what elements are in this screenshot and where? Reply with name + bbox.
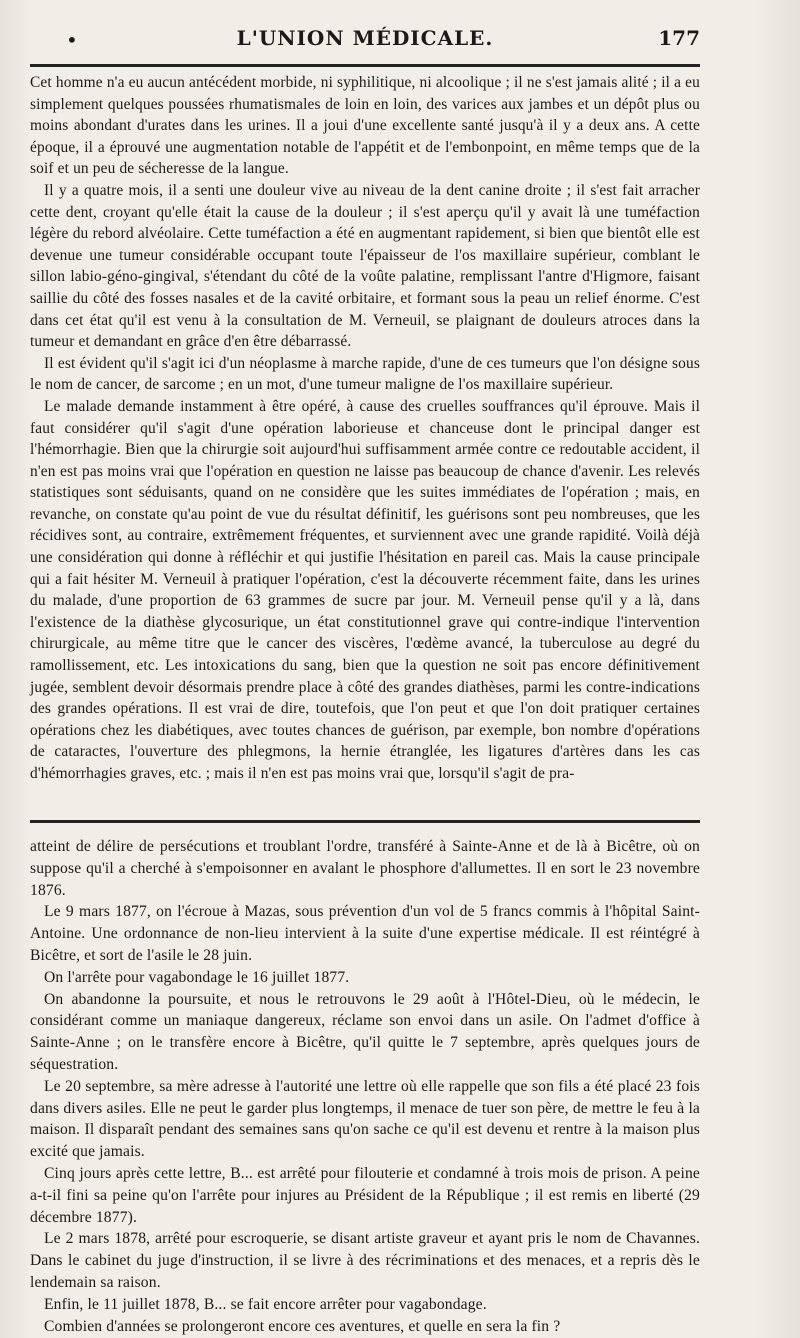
paragraph: Il est évident qu'il s'agit ici d'un néoplasme à marche rapide, d'une de ces tumeurs que l'on désigne sous le nom de cancer, de sarcome ; en un mot, d'une tumeur maligne de l'os maxillaire supérieur. [30, 354, 700, 394]
page-number: 177 [658, 26, 700, 50]
paragraph: Le 9 mars 1877, on l'écroue à Mazas, sous prévention d'un vol de 5 francs commis à l'hôpital Saint-Antoine. Une ordonnance de non-lieu intervient à la suite d'une expertise médicale. Il est réintégré à Bicêtre, et sort de l'asile le 28 juin. [30, 903, 700, 964]
paragraph: On abandonne la poursuite, et nous le retrouvons le 29 août à l'Hôtel-Dieu, où le médecin, le considérant comme un maniaque dangereux, réclame son envoi dans un asile. On l'admet d'office à Sainte-Anne ; on le transfère encore à Bicêtre, qu'il quitte le 7 septembre, après quelques jours de séquestration. [30, 990, 700, 1073]
paragraph: atteint de délire de persécutions et troublant l'ordre, transféré à Sainte-Anne et de là à Bicêtre, où on suppose qu'il a cherché à s'empoisonner en avalant le phosphore d'allumettes. Il en sort le 23 novembre 1876. [30, 838, 700, 899]
paragraph: Il y a quatre mois, il a senti une douleur vive au niveau de la dent canine droite ; il s'est fait arracher cette dent, croyant qu'elle était la cause de la douleur ; il s'est aperçu qu'il y avait là une tuméfaction légère du rebord alvéolaire. Cette tuméfaction a été en augmentant rapidement, si bien que bientôt elle est devenue une tumeur considérable occupant toute l'épaisseur de l'os maxillaire supérieur, comblant le sillon labio-géno-gingival, s'étendant du côté de la voûte palatine, remplissant l'antre d'Higmore, faisant saillie du côté des fosses nasales et de la cavité orbitaire, et formant sous la peau un relief énorme. C'est dans cet état qu'il est venu à la consultation de M. Verneuil, se plaignant de douleurs atroces dans la tumeur et demandant en grâce d'en être débarrassé. [30, 181, 700, 351]
header-rule [30, 64, 700, 67]
section-rule [30, 820, 700, 823]
paragraph: Le malade demande instamment à être opéré, à cause des cruelles souffrances qu'il éprouve. Mais il faut considérer qu'il s'agit d'une opération laborieuse et chanceuse dont le principal danger est l'hémorrhagie. Bien que la chirurgie soit aujourd'hui suffisamment armée contre ce redoutable accident, il n'en est pas moins vrai que l'opération en question ne laisse pas beaucoup de chance d'avenir. Les relevés statistiques sont séduisants, quand on ne considère que les suites immédiates de l'opération ; mais, en revanche, on constate qu'au point de vue du résultat définitif, les guérisons sont peu nombreuses, que les récidives sont, au contraire, extrêmement fréquentes, et surviennent avec une grande rapidité. Voilà déjà une considération qui donne à réfléchir et qui justifie l'hésitation en pareil cas. Mais la cause principale qui a fait hésiter M. Verneuil à pratiquer l'opération, c'est la découverte récemment faite, dans les urines du malade, d'une proportion de 63 grammes de sucre par jour. M. Verneuil pense qu'il y a là, dans l'existence de la diathèse glycosurique, un état constitutionnel grave qui contre-indique l'intervention chirurgicale, au même titre que le cancer des viscères, l'œdème avancé, la tuberculose au degré du ramollissement, etc. Les intoxications du sang, bien que la question ne soit pas encore définitivement jugée, semblent devoir désormais prendre place à côté des grandes diathèses, parmi les contre-indications des grandes opérations. Il est vrai de dire, toutefois, que l'on peut et que l'on doit pratiquer certaines opérations chez les diabétiques, avec toutes chances de guérison, par exemple, bon nombre d'opérations de cataractes, l'ouverture des phlegmons, la hernie étranglée, les ligatures d'artères dans les cas d'hémorrhagies graves, etc. ; mais il n'en est pas moins vrai que, lorsqu'il s'agit de pra- [30, 397, 700, 782]
paragraph: Enfin, le 11 juillet 1878, B... se fait encore arrêter pour vagabondage. [44, 1295, 487, 1313]
paragraph: Cinq jours après cette lettre, B... est arrêté pour filouterie et condamné à trois mois de prison. A peine a-t-il fini sa peine qu'on l'arrête pour injures au Président de la République ; il est remis en liberté (29 décembre 1877). [30, 1164, 700, 1226]
paragraph: Le 2 mars 1878, arrêté pour escroquerie, se disant artiste graveur et ayant pris le nom de Chavannes. Dans le cabinet du juge d'instruction, il se livre à des récriminations et des menaces, et a repris dès le lendemain sa raison. [30, 1230, 700, 1291]
running-header [30, 22, 700, 52]
header-dot: • [66, 28, 78, 52]
paragraph: On l'arrête pour vagabondage le 16 juillet 1877. [44, 968, 350, 986]
paragraph: Cet homme n'a eu aucun antécédent morbide, ni syphilitique, ni alcoolique ; il ne s'est jamais alité ; il a eu simplement quelques poussées rhumatismales de loin en loin, des varices aux jambes et un dépôt plus ou moins abondant d'urates dans les urines. Il a joui d'une excellente santé jusqu'à il y a deux ans. A cette époque, il a éprouvé une augmentation notable de l'appétit et de l'embonpoint, en même temps que de la soif et un peu de sécheresse de la langue. [30, 74, 700, 178]
main-article [30, 72, 700, 785]
journal-title: L'UNION MÉDICALE. [236, 26, 494, 50]
paragraph: Combien d'années se prolongeront encore ces aventures, et quelle en sera la fin ? [44, 1317, 561, 1335]
paragraph: Le 20 septembre, sa mère adresse à l'autorité une lettre où elle rappelle que son fils a été placé 23 fois dans divers asiles. Elle ne peut le garder plus longtemps, il menace de tuer son père, de mettre le feu à la maison. Il disparaît pendant des semaines sans qu'on sache ce qu'il est devenu et rentre à la maison plus excité que jamais. [30, 1077, 700, 1161]
continued-article [30, 836, 700, 1337]
